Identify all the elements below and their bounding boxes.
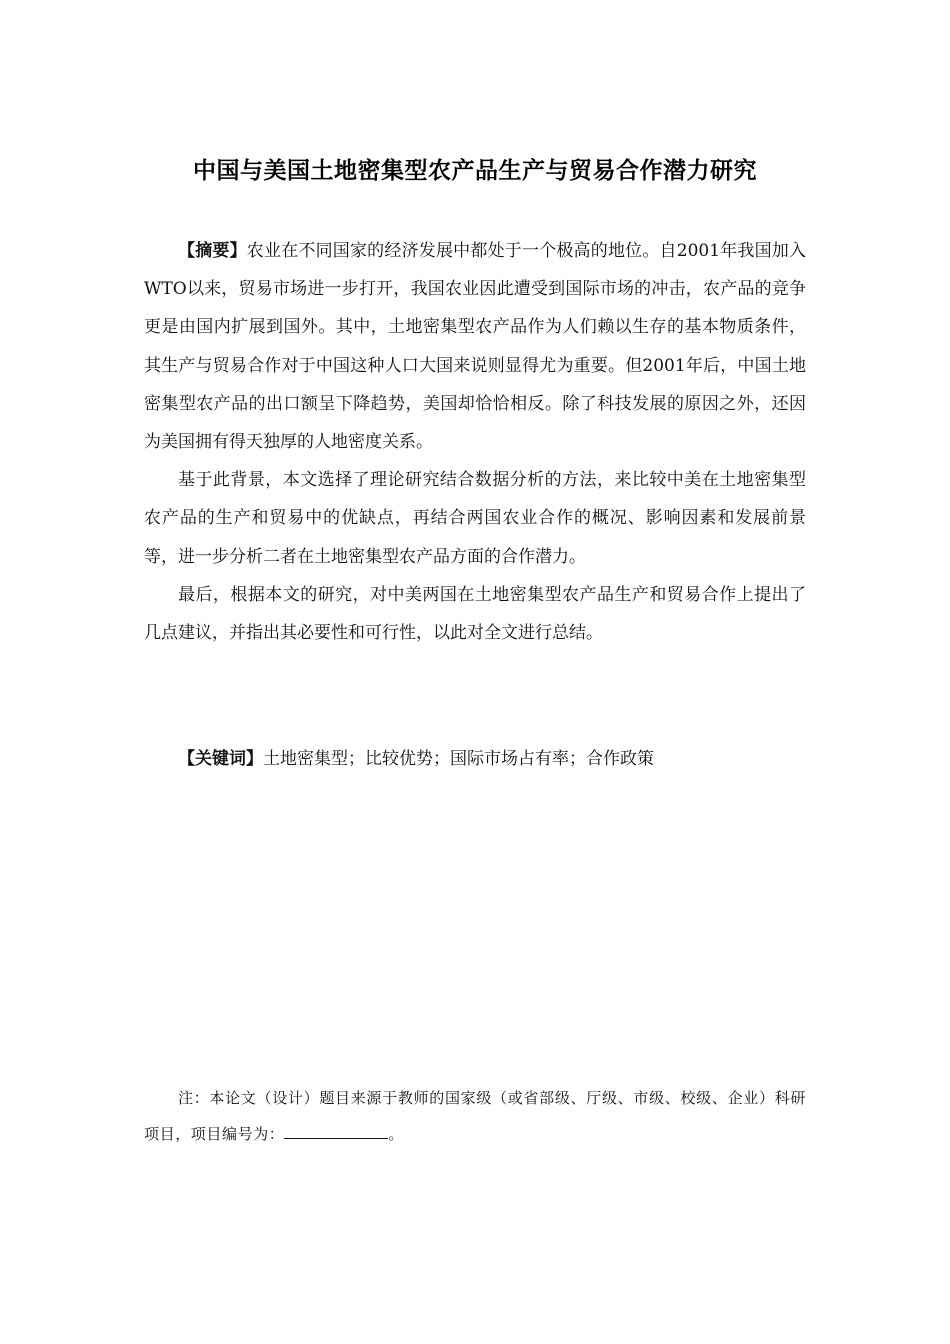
footnote-text: 注：本论文（设计）题目来源于教师的国家级（或省部级、厅级、市级、校级、企业）科研项目，项目编号为： [144, 1089, 806, 1143]
keywords-section [144, 740, 806, 778]
abstract-paragraph-1 [144, 232, 806, 461]
abstract-paragraph-2: 基于此背景，本文选择了理论研究结合数据分析的方法，来比较中美在土地密集型农产品的生产和贸易中的优缺点，再结合两国农业合作的概况、影响因素和发展前景等，进一步分析二者在土地密集型农产品方面的合作潜力。 [144, 470, 806, 567]
abstract-paragraph-3: 最后，根据本文的研究，对中美两国在土地密集型农产品生产和贸易合作上提出了几点建议，并指出其必要性和可行性，以此对全文进行总结。 [144, 584, 806, 644]
keywords-label: 【关键词】 [178, 749, 263, 769]
footnote-end: 。 [388, 1125, 405, 1143]
project-number-blank [284, 1120, 388, 1139]
footnote [144, 1080, 806, 1152]
abstract-label: 【摘要】 [178, 241, 247, 261]
paper-title: 中国与美国土地密集型农产品生产与贸易合作潜力研究 [193, 158, 757, 184]
abstract-section [144, 232, 806, 652]
keywords-text: 土地密集型；比较优势；国际市场占有率；合作政策 [263, 749, 654, 769]
abstract-paragraph-1-text: 农业在不同国家的经济发展中都处于一个极高的地位。自2001年我国加入WTO以来，贸易市场进一步打开，我国农业因此遭受到国际市场的冲击，农产品的竞争更是由国内扩展到国外。其中，土地密集型农产品作为人们赖以生存的基本物质条件，其生产与贸易合作对于中国这种人口大国来说则显得尤为重要。但2001年后，中国土地密集型农产品的出口额呈下降趋势，美国却恰恰相反。除了科技发展的原因之外，还因为美国拥有得天独厚的人地密度关系。 [144, 241, 807, 453]
